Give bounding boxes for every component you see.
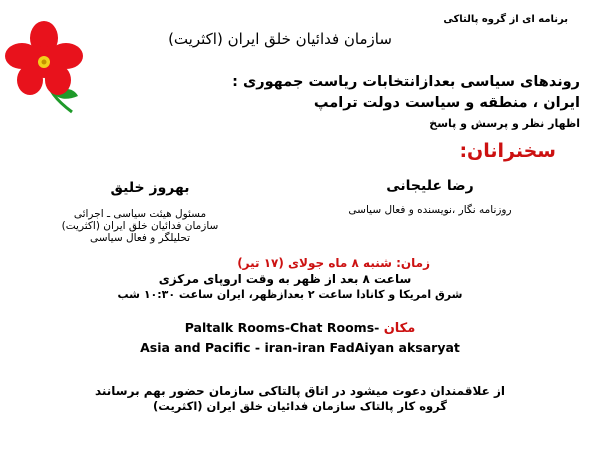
speaker-name: رضا علیجانی: [386, 178, 474, 194]
program-note: برنامه ای از گروه پالتاکی: [443, 14, 568, 25]
time-label: زمان:: [396, 256, 430, 270]
topic-line-1: روندهای سیاسی بعدازانتخابات ریاست جمهوری :: [232, 74, 580, 90]
speaker-description: سازمان فدائیان خلق ایران (اکثریت): [61, 220, 219, 232]
organization-title: سازمان فدائیان خلق ایران (اکثریت): [168, 30, 392, 48]
red-flower-icon: [4, 20, 84, 115]
place-rooms: Paltalk Rooms-Chat Rooms-: [184, 320, 380, 335]
time-line-2: شرق امریکا و کانادا ساعت ۲ بعدازظهر، ایران ساعت ۱۰:۳۰ شب: [117, 288, 463, 301]
speaker-description: تحلیلگر و فعال سیاسی: [89, 232, 191, 244]
speaker-description: مسئول هیئت سیاسی ـ اجرائی: [73, 208, 207, 220]
topic-line-2: ایران ، منطقه و سیاست دولت ترامپ: [313, 95, 580, 111]
place-label: مکان: [383, 321, 416, 336]
topic-line-3: اظهار نظر و پرسش و پاسخ: [429, 117, 580, 130]
invitation-line-2: گروه کار پالتاک سازمان فدائیان خلق ایران (اکثریت): [153, 399, 447, 413]
time-line-1: ساعت ۸ بعد از ظهر به وقت اروپای مرکزی: [158, 272, 412, 286]
time-heading: [237, 256, 430, 270]
speaker-description: روزنامه نگار ،نویسنده و فعال سیاسی: [348, 204, 512, 216]
speaker-name: بهروز خلیق: [110, 180, 190, 196]
invitation-line-1: از علاقمندان دعوت میشود در اتاق پالتاکی سازمان حضور بهم برسانند: [94, 384, 506, 398]
time-date: شنبه ۸ ماه جولای (۱۷ تیر): [237, 256, 392, 270]
room-name: Asia and Pacific - iran-iran FadAiyan aksaryat: [140, 340, 460, 355]
place-heading: [150, 320, 450, 336]
speakers-label: سخنرانان:: [459, 140, 556, 162]
